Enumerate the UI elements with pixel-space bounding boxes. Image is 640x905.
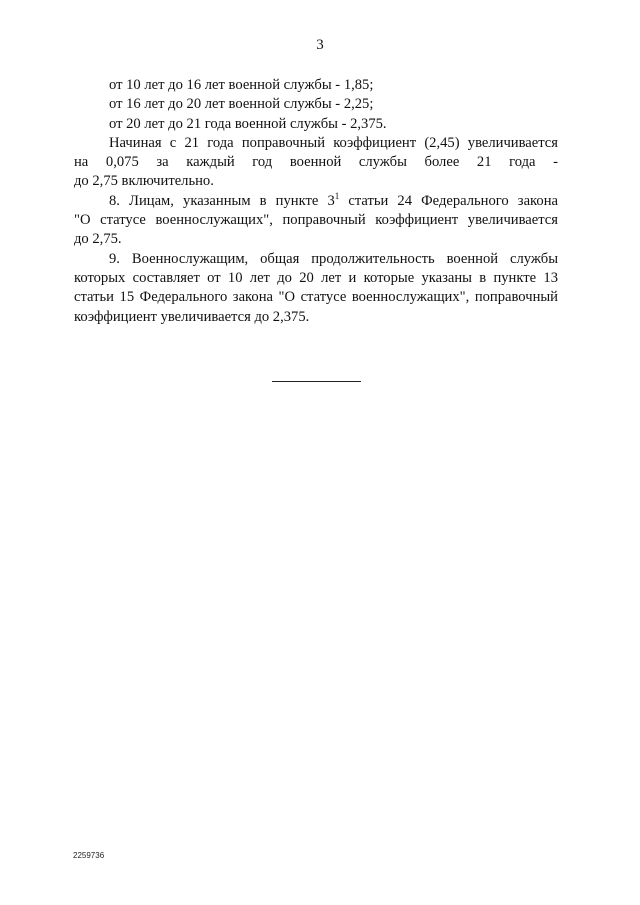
- end-of-text-rule: [272, 381, 361, 382]
- para-21-line-2: на 0,075 за каждый год военной службы более 21 года -: [74, 154, 558, 171]
- item-8-text-cont: статьи 24 Федерального закона: [339, 192, 558, 209]
- document-code: 2259736: [73, 851, 105, 860]
- item-9-line-2: которых составляет от 10 лет до 20 лет и которые указаны в пункте 13: [74, 269, 558, 286]
- item-8-line-2: "О статусе военнослужащих", поправочный коэффициент увеличивается: [74, 212, 558, 229]
- coefficient-line-16-20: от 16 лет до 20 лет военной службы - 2,25;: [109, 96, 374, 113]
- item-8-line-3: до 2,75.: [74, 231, 122, 248]
- item-8-line-1: [74, 192, 558, 211]
- item-8-text: 8. Лицам, указанным в пункте 3: [109, 192, 335, 209]
- page-number: 3: [316, 37, 324, 53]
- para-21-line-3: до 2,75 включительно.: [74, 173, 214, 190]
- item-8-superscript: 1: [334, 190, 340, 201]
- item-9-line-3: статьи 15 Федерального закона "О статусе военнослужащих", поправочный: [74, 289, 558, 306]
- coefficient-line-20-21: от 20 лет до 21 года военной службы - 2,375.: [109, 115, 387, 132]
- document-body: [74, 76, 558, 327]
- para-21-line-1: Начиная с 21 года поправочный коэффициент (2,45) увеличивается: [109, 134, 558, 151]
- item-9-line-1: 9. Военнослужащим, общая продолжительность военной службы: [109, 250, 558, 267]
- item-9-line-4: коэффициент увеличивается до 2,375.: [74, 308, 310, 325]
- coefficient-line-10-16: от 10 лет до 16 лет военной службы - 1,85;: [109, 77, 374, 93]
